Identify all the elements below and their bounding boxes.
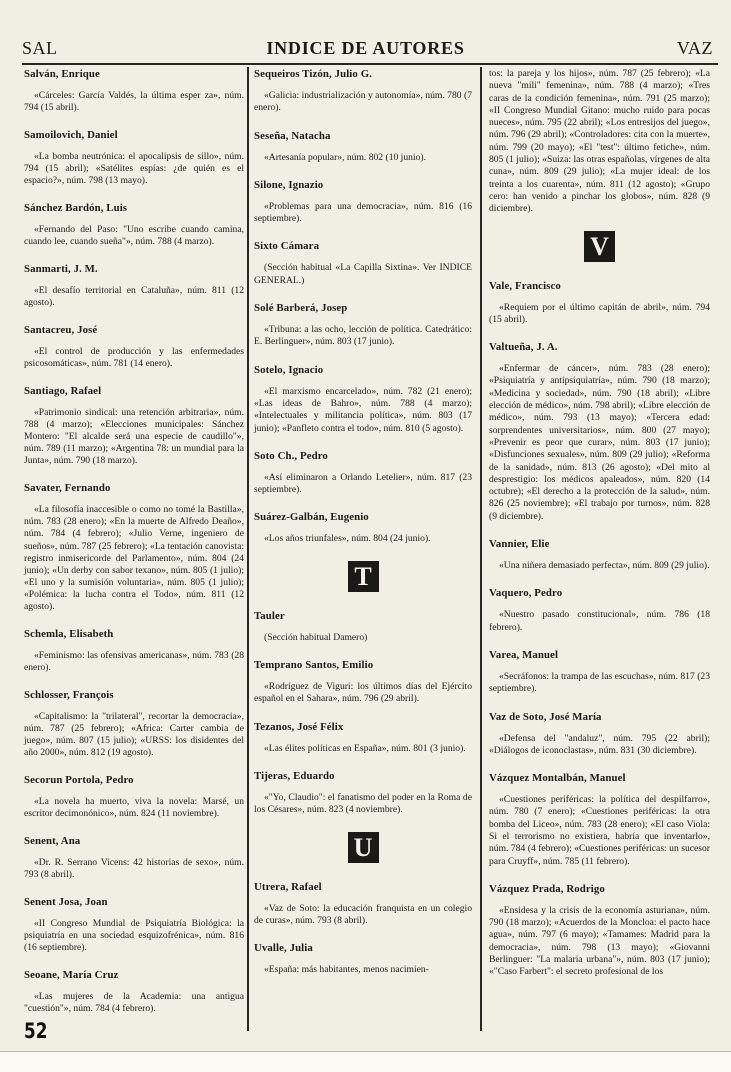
section-t: [254, 610, 472, 817]
author-name: Senent Josa, Joan: [24, 896, 108, 908]
article-references: «La novela ha muerto, viva la novela: Marsé, un escritor decimonónico», núm. 824 (11 noviembre).: [24, 796, 244, 820]
letter-heading-v: V: [584, 231, 615, 262]
author-name: Sotelo, Ignacio: [254, 363, 324, 376]
author-name: Uvalle, Julia: [254, 942, 313, 955]
author-entry: [254, 130, 472, 164]
author-entry: [489, 587, 710, 634]
article-references: «Rodríguez de Viguri: los últimos días del Ejército español en el Sahara», núm. 796 (29 abril).: [254, 681, 472, 705]
running-head-left: SAL: [22, 38, 58, 58]
article-references: «El marxismo encarcelado», núm. 782 (21 enero); «Las ideas de Bahro», núm. 788 (4 marzo); «Intelectuales y militancia política», núm. 803 (17 junio); «Panfleto contra el todo», núm. 810 (5 agosto).: [254, 385, 472, 434]
author-name: Valtueña, J. A.: [489, 341, 558, 354]
author-name: Schemla, Elisabeth: [24, 628, 114, 641]
author-name: Tauler: [254, 609, 285, 622]
article-references: «Patrimonio sindical: una retención arbitraria», núm. 788 (4 marzo); «Elecciones municipales: Sánchez Montero: "El alcalde será una especie de caudillo"», núm. 789 (11 marzo); «Argentina 78: un mundial para la Junta», núm. 790 (18 marzo).: [24, 406, 244, 467]
author-entry: [254, 610, 472, 644]
author-name: Tijeras, Eduardo: [254, 769, 335, 782]
author-name: Santiago, Rafael: [24, 384, 102, 397]
author-name: Varea, Manuel: [489, 648, 559, 661]
author-entry: [254, 179, 472, 226]
author-entry: [24, 324, 244, 370]
article-references: «Los años triunfales», núm. 804 (24 junio).: [264, 533, 431, 545]
author-entry: [24, 263, 244, 309]
column-3: [489, 68, 710, 994]
author-name: Seseña, Natacha: [254, 129, 331, 142]
author-name: Seoane, María Cruz: [24, 969, 119, 982]
author-name: Schlosser, François: [24, 688, 114, 701]
author-entry: [254, 364, 472, 435]
author-entry: [254, 68, 472, 115]
article-references: «Vaz de Soto: la educación franquista en un colegio de curas», núm. 793 (8 abril).: [254, 902, 472, 926]
author-entry: [254, 770, 472, 817]
section-v: [489, 280, 710, 979]
author-entry: [24, 774, 244, 820]
letter-heading-u: U: [348, 832, 379, 863]
article-references: «Requiem por el último capitán de abril», núm. 794 (15 abril).: [489, 301, 710, 325]
author-entry: [254, 881, 472, 928]
author-name: Santacreu, José: [24, 323, 98, 336]
author-entry: [489, 649, 710, 696]
author-entry: [24, 482, 244, 613]
article-references: «Dr. R. Serrano Vicens: 42 historias de sexo», núm. 793 (8 abril).: [24, 857, 244, 881]
author-entry: [254, 721, 472, 755]
article-references: (Sección habitual «La Capilla Sixtina». Ver INDICE GENERAL.): [254, 262, 472, 286]
header-rule: [22, 63, 718, 65]
author-name: Vaquero, Pedro: [489, 587, 563, 600]
author-name: Vale, Francisco: [489, 279, 561, 292]
article-references: «Así eliminaron a Orlando Letelier», núm. 817 (23 septiembre).: [254, 471, 472, 496]
article-references: «Capitalismo: la "trilateral", recortar la democracia», núm. 787 (25 febrero); «Africa: Carter cambia de juego», núm. 807 (15 julio); «URSS: los disidentes del año 2000», núm. 812 (19 agosto).: [24, 710, 244, 759]
article-references: «Fernando del Paso: "Uno escribe cuando camina, cuando lee, cuando sueña"», núm. 788 (4 marzo).: [24, 223, 244, 248]
author-name: Senent, Ana: [24, 835, 81, 848]
author-entry: [254, 942, 472, 976]
author-name: Suárez-Galbán, Eugenio: [254, 511, 369, 524]
article-references: «Una niñera demasiado perfecta», núm. 809 (29 julio).: [499, 560, 710, 572]
article-references: (Sección habitual Damero): [264, 631, 368, 643]
author-name: Sequeiros Tizón, Julio G.: [254, 68, 372, 80]
author-entry: [489, 711, 710, 758]
author-entry: [489, 280, 710, 327]
page-title: INDICE DE AUTORES: [266, 38, 465, 58]
page-edge: [0, 1051, 731, 1072]
author-entry: [254, 659, 472, 706]
author-entry: [254, 450, 472, 497]
author-entry: [254, 240, 472, 287]
column-divider: [480, 67, 482, 1031]
author-entry: [24, 385, 244, 468]
author-name: Vannier, Elie: [489, 538, 550, 551]
author-name: Utrera, Rafael: [254, 880, 322, 893]
column-1: [24, 68, 244, 1030]
article-references: «Enfermar de cáncer», núm. 783 (28 enero); «Psiquiatría y antipsiquiatría», núm. 790 (18 marzo); «Medicina y sociedad», núm. 790 (18 abril); «Libre elección de médico», núm. 798 abril); «Libre elección de médico», núm. 793 (13 mayo); «Tercera edad: sorprendentes universitarios», núm. 800 (27 mayo); «Prevenir es peor que curar», núm. 803 (17 junio); «Disfunciones sexuales», núm. 809 (29 julio); «Reforma de la sanidad», núm. 813 (26 agosto); «Del mito al desprestigio: los médicos apaleados», núm. 820 (14 octubre); «El derecho a la protección de la salud», núm. 826 (25 noviembre); «El trabajo por turnos», núm. 828 (9 diciembre).: [489, 363, 710, 522]
article-references: «Defensa del "andaluz", núm. 795 (22 abril); «Diálogos de iconoclastas», núm. 831 (30 diciembre).: [489, 732, 710, 756]
article-references: «Galicia: industrialización y autonomía», núm. 780 (7 enero).: [254, 90, 472, 114]
article-references: «Tribuna: a las ocho, lección de política. Catedrático: E. Berlinguer», núm. 803 (17 junio).: [254, 324, 472, 348]
entry-continuation: tos: la pareja y los hijos», núm. 787 (25 febrero); «La nueva "mili" femenina», núm. 788 (4 marzo); «Tres caras de la condición femenina», núm. 791 (25 marzo); «II Congreso Mundial Gitano: mucho ruido para pocas nueces», núm. 795 (22 abril); «Los entresijos del juego», núm. 796 (29 abril); «Controladores: cita con la muerte», núm. 799 (20 mayo); «El "test": último fetiche», núm. 805 (1 julio); «Suiza: las otras españolas, vírgenes de alta cuna», núm. 809 (29 julio); «La mujer ideal: de los treinta a los cuarenta», núm. 811 (12 agosto); «Grupo cero: han venido a pinchar los globos», núm. 828 (9 diciembre).: [489, 68, 710, 215]
author-entry: [489, 772, 710, 868]
running-head-right: VAZ: [676, 38, 713, 58]
author-name: Temprano Santos, Emilio: [254, 659, 374, 672]
author-name: Tezanos, José Félix: [254, 720, 344, 733]
section-u: [254, 881, 472, 977]
article-references: «Las élites políticas en España», núm. 801 (3 junio).: [264, 742, 466, 754]
author-name: Solé Barberá, Josep: [254, 302, 348, 315]
article-references: «Nuestro pasado constitucional», núm. 786 (18 febrero).: [489, 609, 710, 633]
author-entry: [489, 883, 710, 979]
column-divider: [247, 67, 249, 1031]
author-name: Vázquez Prada, Rodrigo: [489, 882, 605, 895]
article-references: «Secráfonos: la trampa de las escuchas», núm. 817 (23 septiembre).: [489, 670, 710, 695]
author-name: Soto Ch., Pedro: [254, 449, 328, 462]
author-name: Sanmarti, J. M.: [24, 262, 98, 275]
author-entry: [489, 538, 710, 572]
article-references: «Cárceles: García Valdés, la última esper za», núm. 794 (15 abril).: [24, 90, 244, 114]
author-name: Savater, Fernando: [24, 482, 111, 495]
author-name: Samoilovich, Daniel: [24, 128, 118, 141]
author-entry: [24, 129, 244, 187]
article-references: «"Yo, Claudio": el fanatismo del poder en la Roma de los Césares», núm. 823 (4 noviembre).: [254, 791, 472, 816]
author-name: Sixto Cámara: [254, 240, 320, 253]
page-number: 52: [24, 1019, 48, 1043]
article-references: «II Congreso Mundial de Psiquiatría Biológica: la psiquiatría en una sociedad esquizofrénica», núm. 816 (16 septiembre).: [24, 918, 244, 954]
author-entry: [24, 628, 244, 674]
article-references: «La bomba neutrónica: el apocalipsis de sillo», núm. 794 (15 abril); «Satélites espías: ¿de quién es el espacio?», núm. 798 (13 mayo).: [24, 150, 244, 187]
article-references: «Las mujeres de la Academia: una antigua "cuestión"», núm. 784 (4 febrero).: [24, 991, 244, 1015]
author-name: Salván, Enrique: [24, 68, 100, 80]
article-references: «El control de producción y las enfermedades psicosomáticas», núm. 781 (14 enero).: [24, 345, 244, 369]
author-name: Secorun Portola, Pedro: [24, 774, 134, 787]
author-name: Silone, Ignazio: [254, 178, 324, 191]
column-2: [254, 68, 472, 991]
article-references: «España: más habitantes, menos nacimien-: [264, 964, 429, 976]
author-entry: [24, 689, 244, 760]
author-entry: [254, 302, 472, 349]
section-s-continued: [254, 68, 472, 546]
author-name: Vázquez Montalbán, Manuel: [489, 772, 626, 785]
article-references: «Problemas para una democracia», núm. 816 (16 septiembre).: [254, 200, 472, 225]
author-entry: [24, 969, 244, 1015]
article-references: «Artesanía popular», núm. 802 (10 junio).: [264, 151, 426, 163]
author-name: Sánchez Bardón, Luis: [24, 201, 128, 214]
author-entry: [489, 341, 710, 523]
author-entry: [24, 896, 244, 954]
article-references: «El desafío territorial en Cataluña», núm. 811 (12 agosto).: [24, 284, 244, 309]
article-references: «Feminismo: las ofensivas americanas», núm. 783 (28 enero).: [24, 650, 244, 674]
article-references: «Cuestiones periféricas: la política del despilfarro», núm. 780 (7 enero); «Cuestiones periféricas: la otra bomba del Liceo», núm. 783 (28 enero); «El caso Viola: Si el terrorismo no existiera, habría que inventarlo», núm. 784 (4 febrero); «Cuestiones periféricas: un sucesor para Cruyff», núm. 785 (11 febrero).: [489, 794, 710, 867]
author-entry: [254, 511, 472, 545]
author-entry: [24, 835, 244, 881]
author-entry: [24, 202, 244, 248]
article-references: «La filosofía inaccesible o como no tomé la Bastilla», núm. 783 (28 enero); «En la muerte de Alfredo Deaño», núm. 784 (4 febrero); «Julio Verne, ingeniero de sueños», núm. 787 (25 febrero); «La tentación canovista: registro inmisericorde del Parlamento», núm. 804 (24 junio); «Un derby con sabor texano», núm. 805 (1 julio); «El uno y la sumisión voluntaria», núm. 805 (1 julio); «Polémica: la lucha contra el Todo», núm. 811 (12 agosto).: [24, 504, 244, 613]
author-entry: [24, 68, 244, 114]
author-name: Vaz de Soto, José María: [489, 710, 602, 723]
article-references: «Ensidesa y la crisis de la economía asturiana», núm. 790 (18 marzo); «Acuerdos de la Moncloa: el pacto hace agua», núm. 797 (6 mayo); «Tamames: Madrid para la democracia», núm. 798 (13 mayo); «Giovanni Berlinguer: "La malaria urbana"», núm. 803 (17 junio); «"Caso Farbert": el secreto profesional de los: [489, 904, 710, 978]
letter-heading-t: T: [348, 561, 379, 592]
